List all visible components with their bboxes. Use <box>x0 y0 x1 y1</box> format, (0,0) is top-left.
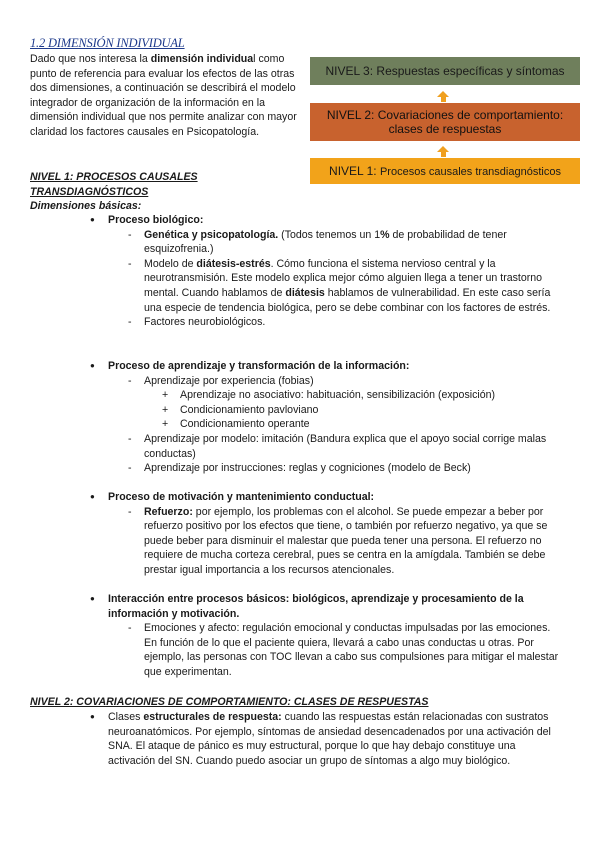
arrow-up-icon-stem-2 <box>441 152 446 157</box>
nivel2-box <box>310 103 580 141</box>
motivacion-block <box>90 490 560 578</box>
intro-text-pre: Dado que nos interesa la <box>30 53 151 65</box>
list-item-aprendizaje: ● Proceso de aprendizaje y transformación de la información: <box>90 359 560 374</box>
biologico-block <box>90 213 560 330</box>
list-item-modelo: - Aprendizaje por modelo: imitación (Bandura explica que el apoyo social corrige malas conductas) <box>128 432 560 461</box>
list-item-refuerzo: - Refuerzo: por ejemplo, los problemas con el alcohol. Se puede empezar a beber por refuerzo positivo por los efectos que tiene, o también por refuerzo negativo, ya que se puede beber para disminuir el malestar que pueda tener una persona. El refuerzo no requiere de mucha corteza cerebral, pues se centra en la amígdala. También se debe prestar igual importancia a los recursos atencionales. <box>128 505 560 578</box>
section-title: 1.2 DIMENSIÓN INDIVIDUAL <box>30 36 185 50</box>
list-item-instrucciones: - Aprendizaje por instrucciones: reglas y cogniciones (modelo de Beck) <box>128 461 560 476</box>
arrow-up-icon-2 <box>437 146 449 152</box>
clases-block <box>90 710 560 768</box>
list-item-motivacion: ● Proceso de motivación y mantenimiento conductual: <box>90 490 560 505</box>
nivel2-prefix: NIVEL 2: <box>326 108 378 122</box>
nivel3-prefix: NIVEL 3: <box>325 64 377 78</box>
intro-paragraph <box>30 52 300 140</box>
nivel2-heading: NIVEL 2: COVARIACIONES DE COMPORTAMIENTO: CLASES DE RESPUESTAS <box>30 696 429 708</box>
nivel1-text: Procesos causales transdiagnósticos <box>379 165 561 178</box>
interaccion-block <box>90 592 560 680</box>
list-item-factores: - Factores neurobiológicos. <box>128 315 560 330</box>
nivel1-section <box>30 170 570 214</box>
list-item-experiencia: - Aprendizaje por experiencia (fobias) <box>128 374 560 389</box>
nivel1-prefix: NIVEL 1: <box>329 163 380 178</box>
intro-text-post: l como punto de referencia para evaluar los efectos de las otras dos dimensiones, a continuación se describirá el modelo integrador de organización de la información en la dimensión individual que nos permite analizar con mayor claridad los factores causales en Psicopatología. <box>30 53 297 138</box>
nivel1-heading-line2: TRANSDIAGNÓSTICOS <box>30 185 149 198</box>
list-item-emociones: - Emociones y afecto: regulación emocional y conductas impulsadas por las emociones. En función de lo que el paciente quiera, llevará a cabo unas conductas u otras. Por ejemplo, las personas con TOC llevan a cabo sus compulsiones para mitigar el malestar que experimentan. <box>128 621 560 679</box>
nivel2-text: Covariaciones de comportamiento: clases de respuestas <box>377 108 564 136</box>
nivel1-heading-line1: NIVEL 1: PROCESOS CAUSALES <box>30 171 198 183</box>
list-item-no-asociativo: + Aprendizaje no asociativo: habituación, sensibilización (exposición) <box>162 388 560 403</box>
list-item-genetica: - Genética y psicopatología. (Todos tenemos un 1% de probabilidad de tener esquizofrenia.) <box>128 228 560 257</box>
aprendizaje-block <box>90 359 560 476</box>
list-item-interaccion: ● Interacción entre procesos básicos: biológicos, aprendizaje y procesamiento de la información y motivación. <box>90 592 560 621</box>
list-item-clases: ● Clases estructurales de respuesta: cuando las respuestas están relacionadas con sustratos neuroanatómicos. Por ejemplo, síntomas de ansiedad desencadenados por una activación del SNA. El ataque de pánico es muy estructural, porque lo que hay debajo constituye una activación del SN. Cuando puedo asociar un grupo de síntomas a algo muy biológico. <box>90 710 560 768</box>
arrow-up-icon <box>437 91 449 97</box>
arrow-up-icon-stem <box>441 97 446 102</box>
list-item-operante: + Condicionamiento operante <box>162 417 560 432</box>
list-item-pavloviano: + Condicionamiento pavloviano <box>162 403 560 418</box>
list-item-biologico: ● Proceso biológico: <box>90 213 560 228</box>
list-item-diatesis: - Modelo de diátesis-estrés. Cómo funciona el sistema nervioso central y la neurotransmisión. Este modelo explica mejor cómo alguien llega a tener un trastorno mental. Cuando hablamos de diátesis hablamos de vulnerabilidad. En este caso sería una especie de tendencia biológica, pero se debe combinar con los factores de estrés. <box>128 257 560 315</box>
intro-bold: dimensión individua <box>150 53 254 65</box>
nivel3-text: Respuestas específicas y síntomas <box>376 64 565 78</box>
dimensiones-label: Dimensiones básicas: <box>30 200 142 213</box>
nivel3-box <box>310 57 580 85</box>
